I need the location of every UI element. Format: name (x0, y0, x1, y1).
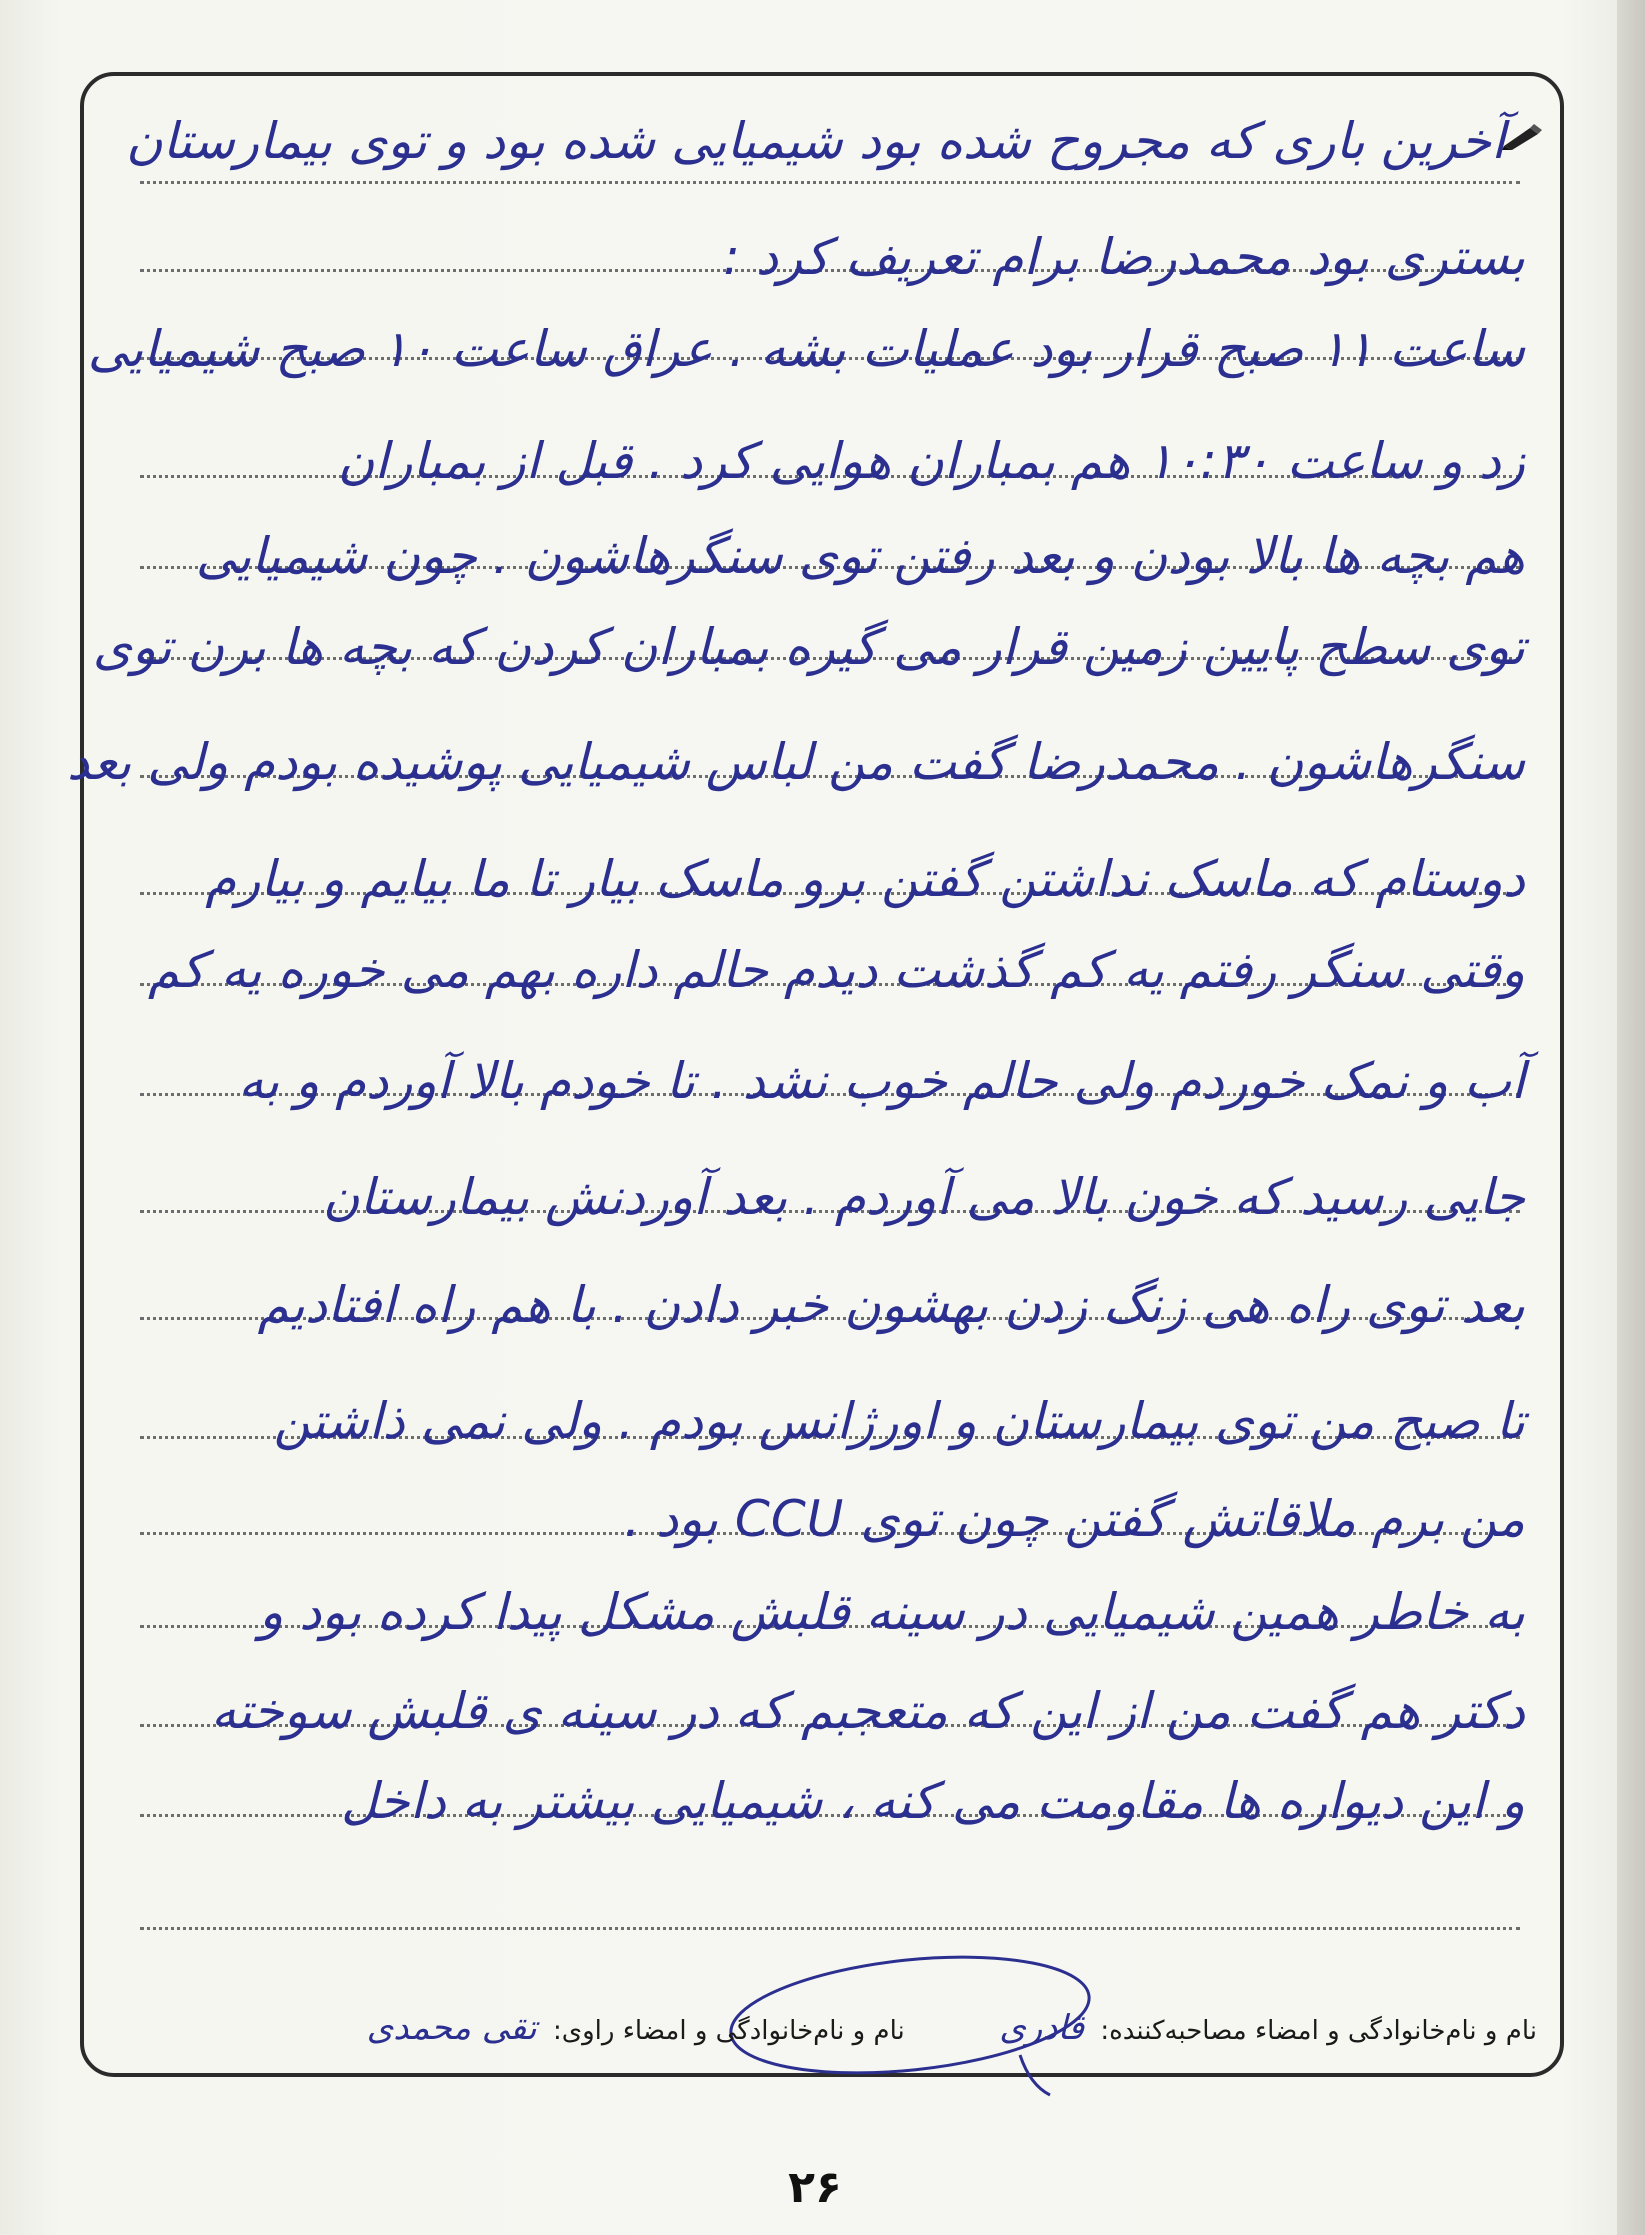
handwritten-line: دوستام که ماسک نداشتن گفتن برو ماسک بیار تا ما بیایم و بیارم (205, 850, 1525, 908)
handwritten-line: جایی رسید که خون بالا می آوردم . بعد آوردنش بیمارستان (322, 1168, 1525, 1226)
handwritten-line: بعد توی راه هی زنگ زدن بهشون خبر دادن . با هم راه افتادیم (257, 1276, 1525, 1334)
handwritten-line: ساعت ۱۱ صبح قرار بود عملیات بشه . عراق ساعت ۱۰ صبح شیمیایی (87, 320, 1525, 378)
signature-footer (359, 2008, 1537, 2048)
handwritten-line: توی سطح پایین زمین قرار می گیره بمباران کردن که بچه ها برن توی (92, 618, 1525, 676)
narrator-signature: تقی محمدی (366, 2008, 537, 2048)
handwritten-line: تا صبح من توی بیمارستان و اورژانس بودم . ولی نمی ذاشتن (273, 1392, 1525, 1450)
handwritten-line: بستری بود محمدرضا برام تعریف کرد : (723, 228, 1525, 286)
handwritten-line: زد و ساعت ۱۰:۳۰ هم بمباران هوایی کرد . قبل از بمباران (337, 432, 1525, 490)
handwritten-line: سنگرهاشون . محمدرضا گفت من لباس شیمیایی پوشیده بودم ولی بعد (66, 733, 1525, 791)
page-number: ۲۶ (788, 2162, 842, 2213)
handwritten-line: هم بچه ها بالا بودن و بعد رفتن توی سنگرهاشون . چون شیمیایی (195, 527, 1525, 585)
handwritten-line: آب و نمک خوردم ولی حالم خوب نشد . تا خودم بالا آوردم و به (238, 1052, 1525, 1110)
interviewer-label: نام و نام‌خانوادگی و امضاء مصاحبه‌کننده: (1100, 2016, 1537, 2046)
ruled-line (140, 1925, 1520, 1930)
handwritten-line: دکتر هم گفت من از این که متعجبم که در سینه ی قلبش سوخته (210, 1682, 1525, 1740)
pencil-icon (1500, 122, 1544, 152)
paper-edge (1617, 0, 1645, 2235)
handwritten-line: و این دیواره ها مقاومت می کنه ، شیمیایی بیشتر به داخل (340, 1772, 1525, 1830)
handwritten-line: به خاطر همین شیمیایی در سینه قلبش مشکل پیدا کرده بود و (259, 1583, 1525, 1641)
ruled-line (140, 179, 1520, 184)
handwritten-line: وقتی سنگر رفتم یه کم گذشت دیدم حالم داره بهم می خوره یه کم (148, 941, 1525, 999)
handwritten-line: آخرین باری که مجروح شده بود شیمیایی شده بود و توی بیمارستان (125, 112, 1505, 170)
handwritten-line: من برم ملاقاتش گفتن چون توی CCU بود . (624, 1490, 1525, 1548)
narrator-label: نام و نام‌خانوادگی و امضاء راوی: (553, 2016, 905, 2046)
interviewer-signature: قادری (999, 2008, 1085, 2048)
